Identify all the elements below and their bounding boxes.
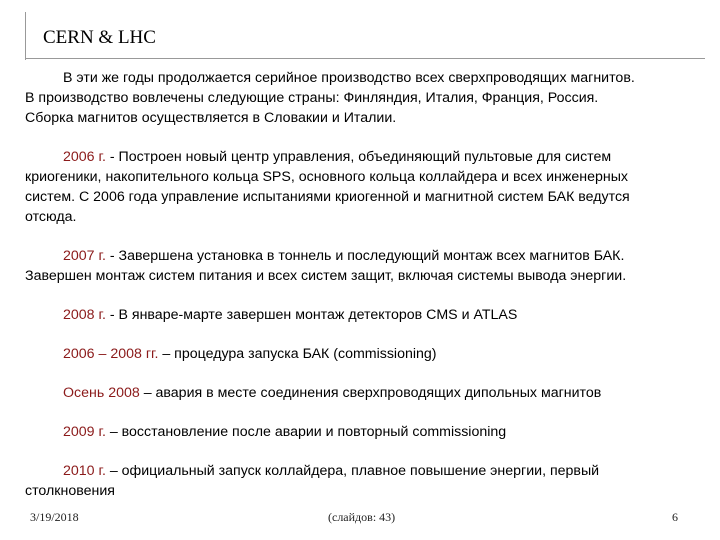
event-2008 <box>25 305 715 325</box>
event-text: – авария в месте соединения сверхпроводящих дипольных магнитов <box>139 385 602 401</box>
event-year: 2008 г. <box>63 307 106 323</box>
intro-paragraph <box>25 68 715 128</box>
event-2007 <box>25 246 715 286</box>
intro-line: Сборка магнитов осуществляется в Словакии и Италии. <box>25 110 397 126</box>
event-text: отсюда. <box>25 209 77 225</box>
event-text: - Построен новый центр управления, объединяющий пультовые для систем <box>105 149 612 165</box>
event-year: 2010 г. <box>63 463 106 479</box>
intro-line: В эти же годы продолжается серийное производство всех сверхпроводящих магнитов. <box>63 70 635 86</box>
event-autumn-2008 <box>25 383 715 403</box>
event-text: систем. С 2006 года управление испытаниями криогенной и магнитной систем БАК ведутся <box>25 189 630 205</box>
footer-page-number: 6 <box>672 510 678 524</box>
slide-title: CERN & LHC <box>43 27 156 48</box>
event-text: – официальный запуск коллайдера, плавное повышение энергии, первый <box>105 463 600 479</box>
event-2006-2008 <box>25 344 715 364</box>
event-year: 2009 г. <box>63 424 106 440</box>
event-text: Завершен монтаж систем питания и всех систем защит, включая системы вывода энергии. <box>25 268 627 284</box>
event-text: - Завершена установка в тоннель и последующий монтаж всех магнитов БАК. <box>105 248 625 264</box>
slide-body <box>25 68 715 501</box>
event-text: – процедура запуска БАК (commissioning) <box>158 346 437 362</box>
event-year: Осень 2008 <box>63 385 140 401</box>
event-text: криогеники, накопительного кольца SPS, основного кольца коллайдера и всех инженерных <box>25 169 629 185</box>
intro-line: В производство вовлечены следующие страны: Финляндия, Италия, Франция, Россия. <box>25 90 599 106</box>
event-2006 <box>25 147 715 227</box>
title-horizontal-rule <box>25 58 705 59</box>
footer-date: 3/19/2018 <box>30 510 79 524</box>
event-year: 2007 г. <box>63 248 106 264</box>
event-text: – восстановление после аварии и повторный commissioning <box>105 424 507 440</box>
event-text: - В январе-марте завершен монтаж детекторов CMS и ATLAS <box>105 307 518 323</box>
event-year: 2006 – 2008 гг. <box>63 346 159 362</box>
event-2009 <box>25 422 715 442</box>
event-text: столкновения <box>25 483 115 499</box>
event-year: 2006 г. <box>63 149 106 165</box>
footer-slide-count: (слайдов: 43) <box>328 510 396 524</box>
event-2010 <box>25 461 715 501</box>
title-vertical-rule <box>25 12 26 60</box>
